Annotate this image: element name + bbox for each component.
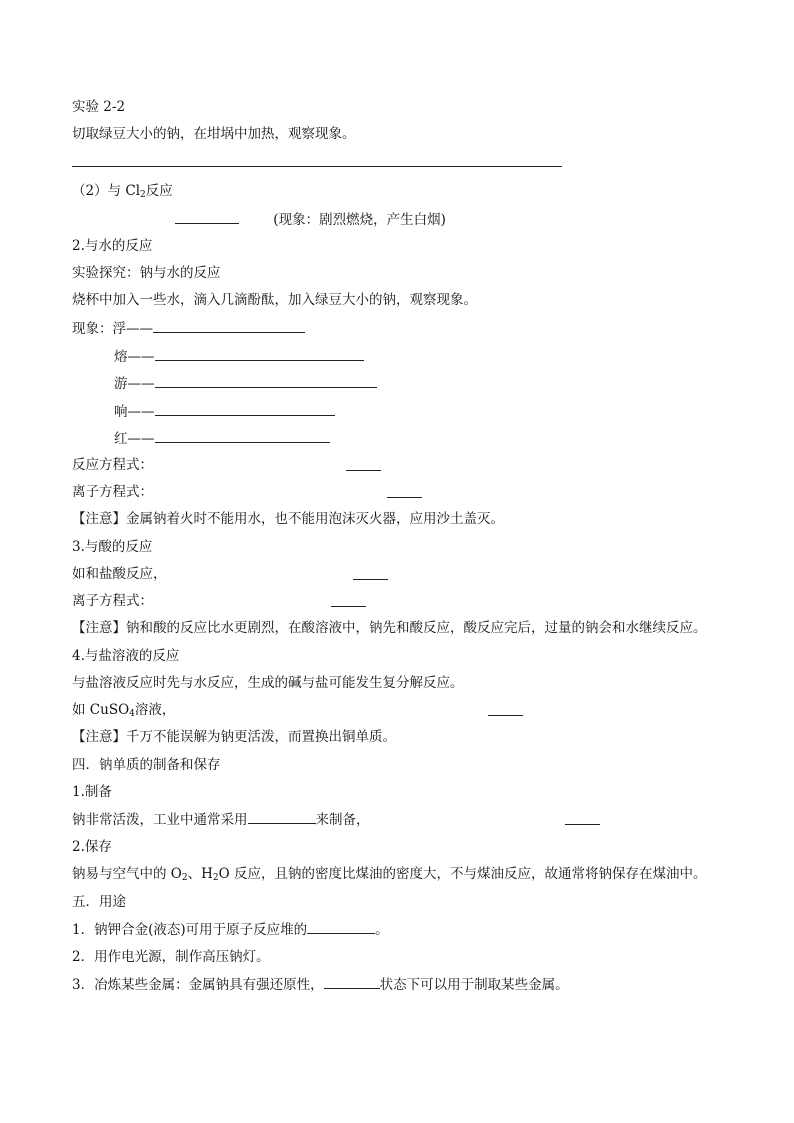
cl2-equation-line [72, 210, 446, 229]
use-item-1: 1．钠钾合金(液态)可用于原子反应堆的 。 [72, 922, 389, 938]
water-ionic-label: 离子方程式： [72, 484, 153, 500]
acid-caution-note: 【注意】钠和酸的反应比水更剧烈，在酸溶液中，钠先和酸反应，酸反应完后，过量的钠会和水继续反应。 [72, 620, 707, 636]
acid-hcl-label: 如和盐酸反应， [72, 566, 167, 582]
acid-ionic-label: 离子方程式： [72, 593, 153, 609]
water-explore-title: 实验探究：钠与水的反应 [72, 265, 221, 281]
water-equation-blank[interactable] [346, 470, 381, 471]
water-ionic-blank[interactable] [387, 497, 422, 498]
water-caution-note: 【注意】金属钠着火时不能用水，也不能用泡沫灭火器，应用沙土盖灭。 [72, 511, 504, 527]
experiment-title: 实验 2-2 [72, 99, 126, 115]
cl2-reaction-heading: （2）与 $Cl_2$反应 [72, 183, 173, 200]
phenomenon-red: 红—— [114, 429, 330, 448]
preparation-heading: 1.制备 [72, 784, 112, 800]
acid-equation-blank[interactable] [353, 579, 388, 580]
preparation-line: 钠非常活泼，工业中通常采用 来制备， [72, 812, 370, 828]
use-item-3: 3．冶炼某些金属：金属钠具有强还原性， 状态下可以用于制取某些金属。 [72, 977, 569, 993]
preparation-method-blank[interactable] [248, 810, 316, 824]
uses-heading: 五．用途 [72, 894, 126, 910]
phenomenon-blank[interactable] [155, 402, 335, 416]
phenomenon-melt: 熔—— [114, 347, 364, 366]
use-item-3-blank[interactable] [324, 975, 380, 989]
acid-reaction-heading: 3.与酸的反应 [72, 539, 153, 555]
preparation-section-heading: 四．钠单质的制备和保存 [72, 757, 221, 773]
phenomenon-blank[interactable] [155, 347, 364, 361]
phenomena-label: 现象： [72, 321, 113, 337]
preparation-equation-blank[interactable] [565, 824, 600, 825]
salt-reaction-description: 与盐溶液反应时先与水反应，生成的碱与盐可能发生复分解反应。 [72, 675, 464, 691]
experiment-description: 切取绿豆大小的钠，在坩埚中加热，观察现象。 [72, 126, 356, 142]
phenomenon-float: 现象：浮—— [72, 319, 305, 338]
cuso4-label: 如 CuSO$_4$溶液， [72, 702, 176, 719]
salt-caution-note: 【注意】千万不能误解为钠更活泼，而置换出铜单质。 [72, 729, 396, 745]
storage-heading: 2.保存 [72, 839, 112, 855]
use-item-1-blank[interactable] [307, 920, 375, 934]
phenomenon-sound: 响—— [114, 402, 335, 421]
use-item-2: 2．用作电光源，制作高压钠灯。 [72, 949, 270, 965]
acid-ionic-blank[interactable] [331, 606, 366, 607]
phenomenon-blank[interactable] [155, 429, 330, 443]
answer-line[interactable] [72, 166, 562, 167]
water-explore-description: 烧杯中加入一些水，滴入几滴酚酞，加入绿豆大小的钠，观察现象。 [72, 292, 477, 308]
cl2-equation-blank[interactable] [175, 210, 239, 224]
phenomenon-swim: 游—— [114, 374, 377, 393]
cuso4-equation-blank[interactable] [488, 715, 523, 716]
water-reaction-heading: 2.与水的反应 [72, 238, 153, 254]
cl2-phenomenon-note: (现象：剧烈燃烧，产生白烟) [273, 212, 446, 228]
storage-description: 钠易与空气中的 $O_2$、$H_2O$ 反应，且钠的密度比煤油的密度大，不与煤油反应，故通常将钠保存在煤油中。 [72, 866, 707, 883]
phenomenon-blank[interactable] [153, 319, 305, 333]
water-equation-label: 反应方程式： [72, 457, 153, 473]
salt-reaction-heading: 4.与盐溶液的反应 [72, 648, 180, 664]
phenomenon-blank[interactable] [155, 374, 377, 388]
